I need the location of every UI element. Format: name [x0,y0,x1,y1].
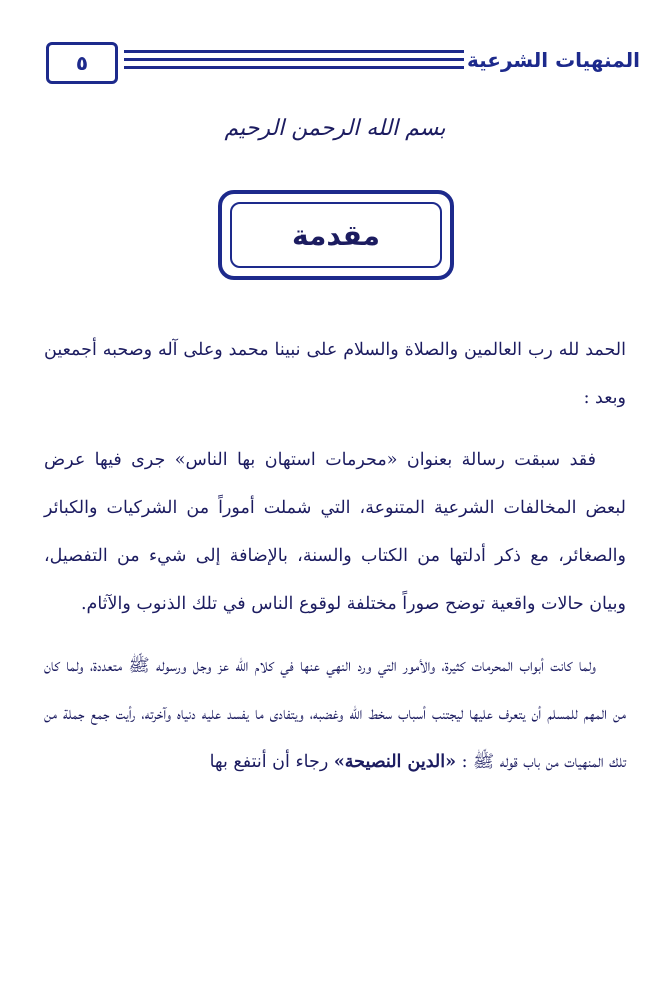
paragraph-2: فقد سبقت رسالة بعنوان «محرمات استهان بها الناس» جرى فيها عرض لبعض المخالفات الشرعية المتنوعة، التي شملت أموراً من الشركيات والكبائر والصغائر، مع ذكر أدلتها من الكتاب والسنة، بالإضافة إلى شيء من التفصيل، وبيان حالات واقعية توضح صوراً مختلفة لوقوع الناس في تلك الذنوب والآثام. [44,450,626,614]
paragraph-3-continuation: رجاء أن أنتفع بها [209,752,329,772]
paragraph-3-text: ولما كانت أبواب المحرمات كثيرة، والأمور التي ورد النهي عنها في كلام الله عز وجل ورسوله ﷺ متعددة، ولما كان من المهم للمسلم أن يتعرف عليها ليجتنب أسباب سخط الله وغضبه، ويتفادى ما يفسد عليه دنياه وآخرته، رأيت جمع جملة من تلك المنهيات من باب قوله ﷺ : [44,656,626,772]
header-rule [124,50,464,53]
section-title-frame [218,190,454,280]
body-text [44,326,626,786]
basmala: بسم الله الرحمن الرحيم [224,116,446,141]
section-title: مقدمة [292,218,380,252]
header-rule [124,66,464,69]
page-number: ٥ [46,42,118,84]
page-header [40,38,640,84]
paragraph-3 [44,642,626,786]
paragraph-1: الحمد لله رب العالمين والصلاة والسلام على نبينا محمد وعلى آله وصحبه أجمعين وبعد : [44,340,626,408]
book-title: المنهيات الشرعية [467,48,640,72]
section-title-inner-frame [230,202,442,268]
header-rule [124,58,464,61]
hadith-quote: «الدين النصيحة» [333,752,457,772]
